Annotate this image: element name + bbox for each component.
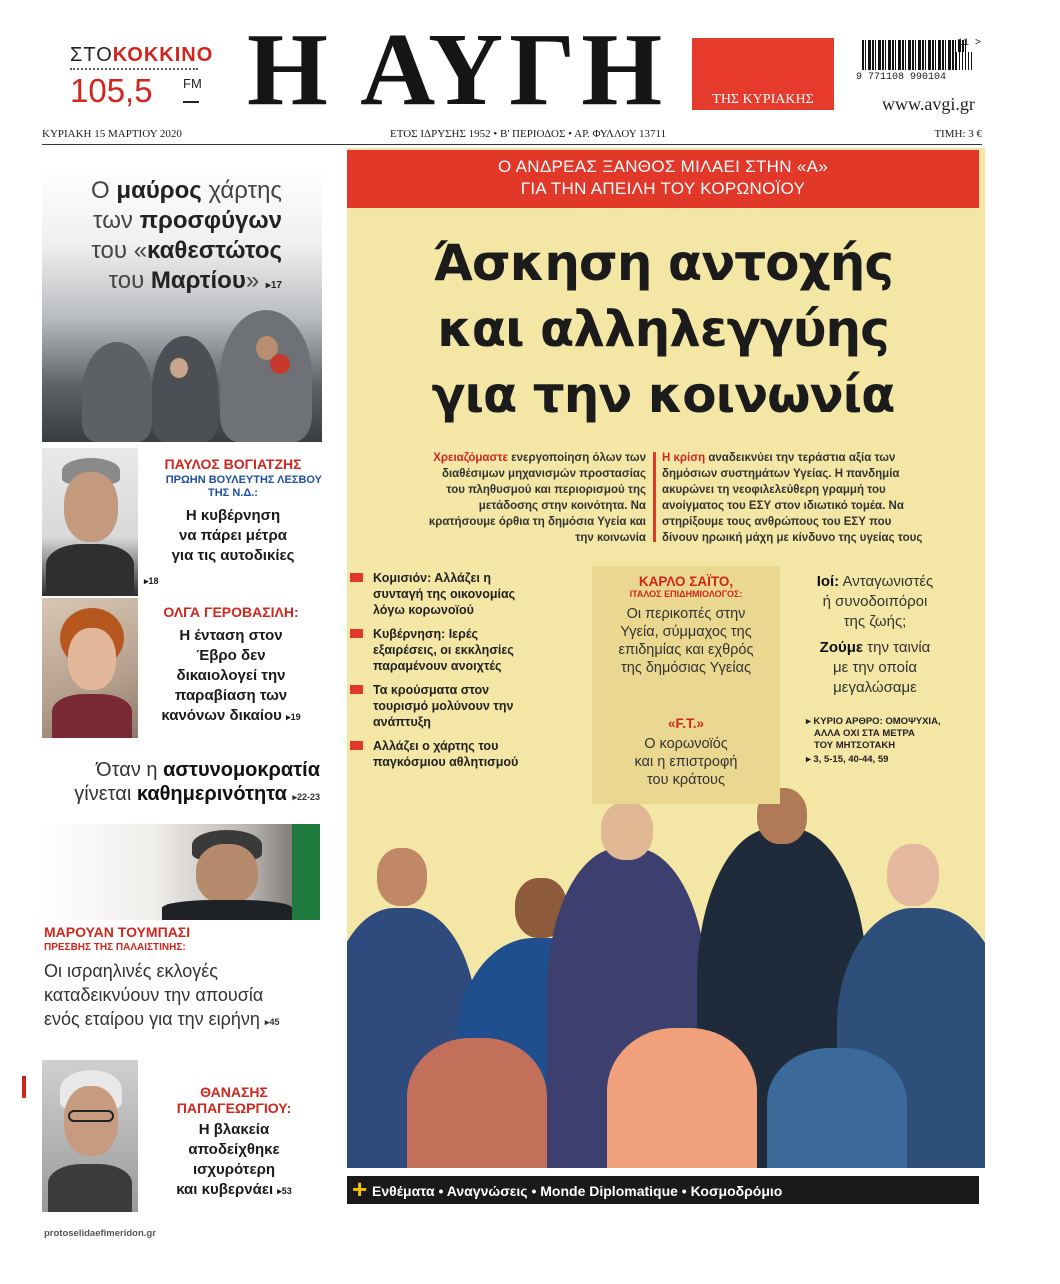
quote-line: της δημόσιας Υγείας (621, 660, 751, 676)
bullet-text: παραμένουν ανοιχτές (373, 659, 502, 673)
page-ref: ▸17 (265, 280, 282, 291)
quote-line: Η κυβέρνηση (185, 507, 281, 524)
edge-mark (22, 1076, 26, 1098)
lede-highlight: Χρειαζόμαστε (433, 452, 508, 464)
text: χάρτης (201, 177, 282, 204)
bullet-text: τουρισμό μολύνουν την (373, 699, 514, 713)
quote-line: παραβίαση των (174, 687, 288, 704)
kicker-line: Ο ΑΝΔΡΕΑΣ ΞΑΝΘΟΣ ΜΙΛΑΕΙ ΣΤΗΝ «Α» (498, 157, 828, 176)
quote-line: Έβρο δεν (196, 647, 266, 664)
page-ref: ▸22-23 (292, 792, 320, 802)
bullet-item[interactable] (350, 738, 560, 770)
headline-line: για την κοινωνία (431, 366, 895, 424)
text: Όταν η (96, 759, 164, 781)
voigatzis-story[interactable] (144, 456, 322, 587)
lede-text: ακυρώνει τη νεοφιλελεύθερη γραμμή του (662, 484, 886, 496)
barcode-addon (956, 52, 972, 70)
lede-highlight: Η κρίση (662, 452, 706, 464)
flag-shape (292, 824, 320, 920)
editorial-teaser[interactable] (806, 716, 976, 766)
figure-shape (607, 1028, 757, 1168)
radio-prefix: ΣΤΟ (70, 44, 113, 66)
figure-shape (152, 336, 218, 442)
lede-left (352, 450, 646, 546)
radio-accent: ΚΟΚΚΙΝΟ (112, 44, 214, 66)
quote-line: δικαιολογεί την (176, 667, 286, 684)
figure-shape (82, 342, 152, 442)
quote-text: κανόνων δικαίου (161, 707, 282, 724)
lede-divider (653, 452, 656, 542)
page-ref: ▸45 (264, 1017, 280, 1027)
page-ref: ▸18 (144, 576, 159, 586)
papageorgiou-story[interactable] (146, 1084, 322, 1201)
text: Ο (91, 177, 117, 204)
lede-right (662, 450, 974, 546)
radio-frequency: 105,5 (70, 72, 153, 109)
text-bold: προσφύγων (139, 207, 282, 234)
quote-line: για τις αυτοδικίες (171, 547, 295, 564)
face-shape (887, 844, 939, 906)
radio-dash (183, 101, 199, 103)
bullet-marker (350, 685, 363, 694)
person-name: ΘΑΝΑΣΗΣ (200, 1084, 268, 1100)
quote-line (146, 1180, 322, 1201)
bullet-text: Κυβέρνηση: Ιερές (373, 627, 478, 641)
text: του (108, 267, 151, 294)
issue-price: ΤΙΜΗ: 3 € (934, 128, 982, 140)
bullet-marker (350, 741, 363, 750)
bullet-text: Αλλάζει ο χάρτης του (373, 739, 499, 753)
person-role: ΠΡΕΣΒΗΣ ΤΗΣ ΠΑΛΑΙΣΤΙΝΗΣ: (44, 942, 186, 953)
quote-text: και κυβερνάει (176, 1181, 274, 1198)
refugee-photo (42, 296, 322, 442)
voigatzis-photo (42, 448, 138, 596)
quote-line: επιδημίας και εχθρός (618, 642, 754, 658)
source-credit: protoselidaefimeridon.gr (44, 1228, 156, 1239)
edition-label: ΤΗΣ ΚΥΡΙΑΚΗΣ (712, 92, 814, 107)
bullet-text: παγκόσμιου αθλητισμού (373, 755, 519, 769)
bullet-item[interactable] (350, 682, 560, 730)
page-ref: ▸19 (286, 712, 301, 722)
gerovasili-story[interactable] (140, 604, 322, 727)
lede-text: αναδεικνύει την τεράστια αξία των (705, 452, 896, 464)
teaser-line: ΤΟΥ ΜΗΤΣΟΤΑΚΗ (814, 740, 896, 751)
person-name: ΚΑΡΛΟ ΣΑΪΤΟ, (638, 574, 734, 589)
text: » (245, 267, 260, 294)
bullet-list (350, 570, 560, 778)
lede-text: δίνουν ηρωική μάχη με κίνδυνο της υγείας τους (662, 532, 923, 544)
papageorgiou-photo (42, 1060, 138, 1212)
radio-divider (70, 68, 198, 70)
bullet-text: λόγω κορωνοϊού (373, 603, 474, 617)
glasses-shape (68, 1110, 114, 1122)
clothing-shape (52, 694, 132, 738)
text: της ζωής; (843, 613, 907, 630)
person-role: ΠΡΩΗΝ ΒΟΥΛΕΥΤΗΣ ΛΕΣΒΟΥ (165, 474, 322, 486)
bullet-item[interactable] (350, 570, 560, 618)
quote-line: ισχυρότερη (192, 1161, 276, 1178)
quote-text: ενός εταίρου για την ειρήνη (44, 1009, 260, 1029)
suit-shape (162, 900, 292, 920)
text: μεγαλώσαμε (833, 679, 917, 696)
supplements-text[interactable]: Ενθέματα • Αναγνώσεις • Monde Diplomatique • Κοσμοδρόμιο (372, 1183, 783, 1199)
text: Ανταγωνιστές (839, 573, 934, 590)
saito-story[interactable] (592, 574, 780, 677)
toumbasi-photo (42, 824, 320, 920)
issue-date: ΚΥΡΙΑΚΗ 15 ΜΑΡΤΙΟΥ 2020 (42, 128, 182, 140)
headline-line: και αλληλεγγύης (437, 300, 889, 358)
figure-shape (220, 310, 312, 442)
bullet-text: ανάπτυξη (373, 715, 431, 729)
teaser-line: ΑΛΛΑ ΟΧΙ ΣΤΑ ΜΕΤΡΑ (814, 728, 915, 739)
bullet-item[interactable] (350, 626, 560, 674)
red-hat (270, 354, 290, 374)
quote-line: και η επιστροφή (634, 754, 738, 770)
clothing-shape (48, 1164, 132, 1212)
text-bold: Ζούμε (819, 639, 864, 656)
text-bold: αστυνομοκρατία (163, 759, 320, 781)
text: των (93, 207, 140, 234)
quote-line: Η βλακεία (198, 1121, 270, 1138)
figure-shape (767, 1048, 907, 1168)
bullet-text: Κομισιόν: Αλλάζει η (373, 571, 492, 585)
quote-line: αποδείχθηκε (188, 1141, 280, 1158)
quote-line (44, 1007, 322, 1034)
text-bold: Ιοί: (816, 573, 840, 590)
masthead-rule (42, 144, 982, 145)
viruses-story[interactable] (780, 572, 970, 698)
quote-line: Η ένταση στον (179, 627, 283, 644)
lede-text: στηρίξουμε τους ανθρώπους του ΕΣΥ που (662, 516, 892, 528)
text-bold: καθεστώτος (147, 237, 282, 264)
quote-line: καταδεικνύουν την απουσία (44, 985, 264, 1005)
person-name: ΠΑΥΛΟΣ ΒΟΓΙΑΤΖΗΣ (164, 456, 302, 472)
person-name: ΟΛΓΑ ΓΕΡΟΒΑΣΙΛΗ: (163, 604, 299, 620)
text-bold: μαύρος (116, 177, 202, 204)
person-role: ΤΗΣ Ν.Δ.: (208, 487, 258, 499)
refugee-story[interactable] (42, 166, 322, 442)
headline-line: Άσκηση αντοχής (432, 234, 894, 292)
text: με την οποία (832, 659, 918, 676)
face-shape (601, 802, 653, 860)
bullet-text: εξαιρέσεις, οι εκκλησίες (373, 643, 514, 657)
page-ref: ▸ 3, 5-15, 40-44, 59 (806, 754, 889, 765)
lede-text: δημόσιων συστημάτων Υγείας. Η πανδημία (662, 468, 900, 480)
quote-line: Οι περικοπές στην (626, 606, 746, 622)
kicker-line: ΓΙΑ ΤΗΝ ΑΠΕΙΛΗ ΤΟΥ ΚΟΡΩΝΟΪΟΥ (520, 179, 806, 198)
newspaper-logo: Η ΑΥΓΗ (247, 12, 669, 127)
radio-brand (70, 44, 213, 67)
teaser-line: ▸ ΚΥΡΙΟ ΑΡΘΡΟ: ΟΜΟΨΥΧΙΑ, (806, 716, 941, 727)
jacket-shape (46, 544, 134, 596)
person-name: ΠΑΠΑΓΕΩΡΓΙΟΥ: (176, 1100, 292, 1116)
bullet-marker (350, 573, 363, 582)
person-role: ΙΤΑΛΟΣ ΕΠΙΔΗΜΙΟΛΟΓΟΣ: (629, 589, 743, 599)
person-name: ΜΑΡΟΥΑΝ ΤΟΥΜΠΑΣΙ (44, 924, 191, 940)
toumbasi-story[interactable] (44, 924, 322, 1034)
lede-text: ανοίγματος του ΕΣΥ στον ιδιωτικό τομέα. Να (662, 500, 904, 512)
quote-line: Οι ισραηλινές εκλογές (44, 961, 218, 981)
gerovasili-photo (42, 598, 138, 738)
issue-founding: ΕΤΟΣ ΙΔΡΥΣΗΣ 1952 • Β' ΠΕΡΙΟΔΟΣ • ΑΡ. ΦΥΛΛΟΥ 13711 (390, 128, 667, 140)
lede-text: την κοινωνία (575, 532, 646, 544)
face-shape (68, 628, 116, 690)
text: την ταινία (863, 639, 931, 656)
figure-shape (407, 1038, 547, 1168)
bullet-marker (350, 629, 363, 638)
quote-line: του κράτους (647, 772, 725, 788)
website-link[interactable]: www.avgi.gr (882, 94, 975, 114)
plus-icon: + (352, 1174, 368, 1204)
source-name: «F.T.» (667, 716, 705, 731)
face-shape (196, 844, 258, 904)
text: του « (91, 237, 148, 264)
child-face (170, 358, 188, 378)
quote-line: Ο κορωνοϊός (644, 736, 728, 752)
barcode-number: 9 771108 990104 (856, 72, 947, 83)
quote-line: Υγεία, σύμμαχος της (620, 624, 752, 640)
refugee-headline (42, 176, 322, 301)
text: γίνεται (74, 783, 137, 805)
lede-text: μετάδοσης στην κοινότητα. Να (478, 500, 646, 512)
bullet-text: συνταγή της οικονομίας (373, 587, 516, 601)
barcode-issue: 11 > (957, 38, 982, 49)
radio-unit: FM (183, 76, 202, 91)
bullet-text: Τα κρούσματα στον (373, 683, 490, 697)
lede-text: του πληθυσμού και περιορισμού της (446, 484, 646, 496)
barcode (862, 40, 966, 70)
lede-text: ενεργοποίηση όλων των (507, 452, 646, 464)
face-shape (64, 472, 118, 542)
text-bold: Μαρτίου (150, 267, 246, 294)
lede-text: κρατήσουμε όρθια τη δημόσια Υγεία και (428, 516, 646, 528)
page-ref: ▸53 (277, 1186, 292, 1196)
police-story[interactable] (44, 758, 320, 809)
lede-text: διαθέσιμων μηχανισμών προστασίας (442, 468, 646, 480)
quote-line: να πάρει μέτρα (179, 527, 287, 544)
quote-line (140, 706, 322, 727)
kicker-text (347, 156, 979, 200)
main-headline[interactable] (347, 230, 979, 428)
info-bar (42, 128, 982, 144)
crowd-illustration (347, 788, 985, 1168)
face-shape (377, 848, 427, 906)
text-bold: καθημερινότητα (136, 783, 287, 805)
ft-story[interactable] (592, 716, 780, 789)
text: ή συνοδοιπόροι (822, 593, 928, 610)
